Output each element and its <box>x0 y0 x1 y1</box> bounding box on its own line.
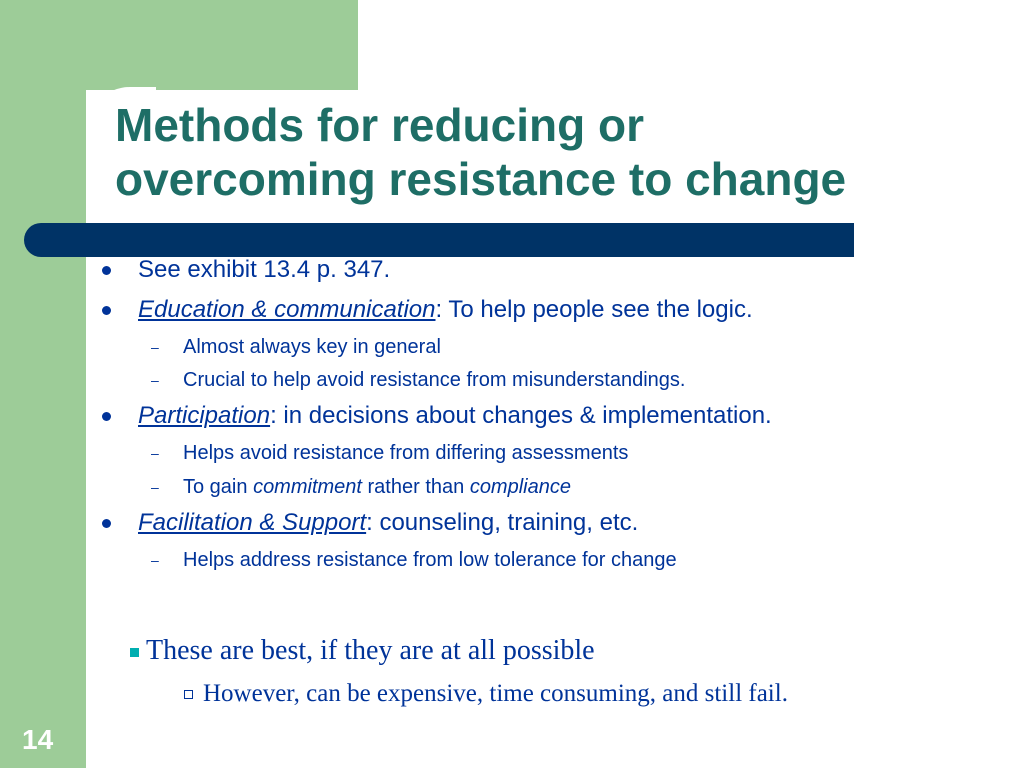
sub-bullet-italic: commitment <box>253 476 362 498</box>
round-bullet-icon <box>102 519 111 528</box>
summary-text: These are best, if they are at all possible <box>146 635 595 666</box>
round-bullet-icon <box>102 266 111 275</box>
bullet-term: Education & communication <box>138 296 436 323</box>
slide-number: 14 <box>22 724 54 755</box>
bullet-text: : counseling, training, etc. <box>366 509 639 536</box>
bullet-term: Participation <box>138 402 271 429</box>
sub-bullet-text-mid: rather than <box>361 476 470 498</box>
bullet-text: See exhibit 13.4 p. 347. <box>138 256 391 283</box>
dash-bullet-icon: – <box>151 372 159 388</box>
title-line-2: overcoming resistance to change <box>115 153 847 205</box>
sub-bullet-text-pre: To gain <box>183 476 254 498</box>
round-bullet-icon <box>102 412 111 421</box>
title-line-1: Methods for reducing or <box>115 99 644 151</box>
bullet-text: : To help people see the logic. <box>435 296 753 323</box>
sub-bullet <box>151 548 677 572</box>
bullet-see-exhibit <box>138 256 390 284</box>
dash-bullet-icon: – <box>151 445 159 461</box>
sub-bullet-text: Helps avoid resistance from differing assessments <box>183 442 629 464</box>
bullet-facilitation <box>138 509 638 537</box>
sub-bullet-italic: compliance <box>469 476 571 498</box>
dash-bullet-icon: – <box>151 552 159 568</box>
sub-bullet <box>151 335 441 359</box>
bullet-text: : in decisions about changes & implementation. <box>270 402 772 429</box>
sub-bullet <box>151 441 629 465</box>
sub-bullet <box>151 368 686 392</box>
summary-sub-text: However, can be expensive, time consuming, and still fail. <box>203 680 788 707</box>
round-bullet-icon <box>102 306 111 315</box>
dash-bullet-icon: – <box>151 339 159 355</box>
bullet-term: Facilitation & Support <box>138 509 367 536</box>
sub-bullet-text: Helps address resistance from low tolerance for change <box>183 549 677 571</box>
hollow-square-bullet-icon <box>184 690 193 699</box>
bullet-education <box>138 296 753 324</box>
summary-bullet <box>146 635 595 667</box>
bullet-participation <box>138 402 772 430</box>
dash-bullet-icon: – <box>151 479 159 495</box>
summary-sub-bullet <box>203 679 788 709</box>
square-bullet-icon <box>130 648 139 657</box>
sub-bullet <box>151 475 571 499</box>
sub-bullet-text: Crucial to help avoid resistance from misunderstandings. <box>183 369 686 391</box>
sub-bullet-text: Almost always key in general <box>183 336 441 358</box>
